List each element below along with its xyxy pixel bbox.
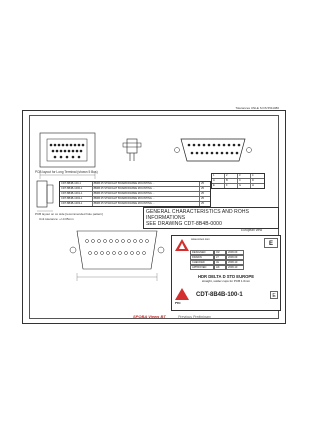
title-rev: E <box>270 291 278 299</box>
pcb-hole-pattern <box>67 225 167 285</box>
table-row: E F G H <box>213 184 254 187</box>
drawing-sheet <box>22 106 286 324</box>
table-row: 1 2 3 4 <box>212 174 264 179</box>
revision-letter: E <box>268 241 273 247</box>
general-line-1: GENERAL CHARACTERISTICS AND ROHS INFORMATIONS <box>146 209 250 221</box>
dimension-table <box>211 173 265 189</box>
connector-profile-view <box>35 177 57 217</box>
company-url: www.conec.com <box>191 238 210 241</box>
connector-side-view <box>35 125 105 185</box>
company-logo-icon <box>175 239 189 251</box>
footer-status-red: SPOBA Views BT <box>133 314 166 319</box>
rev-cell <box>264 238 278 248</box>
top-tolerance-note: Tolerances UNLE S DS 5511080 <box>235 106 279 110</box>
pei-logo-icon <box>175 288 189 302</box>
european-view-label: European view <box>241 228 263 232</box>
table-row: CDT-8B4B-1000-1 8B4B 25 STRAIGHT BOARD/FRAME MOUNTING ... 25 <box>60 187 210 192</box>
part-number-title: CDT-8B4B-100-1 <box>196 292 243 298</box>
footer-status-gray: Previous Preliminary <box>178 315 211 319</box>
table-row: CDT-8B4B-1003-1 8B4B 25 STRAIGHT BOARD/FRAME MOUNTING ... 25 <box>61 202 204 205</box>
pcb-unit-note: Unit tolerance: +/-0.05mm <box>39 217 74 221</box>
connector-front-view <box>173 131 253 169</box>
title-block: www.conec.com E HDR DELTA D STD EUROPE straight, solder cups for PCB 1.6mm PEI CDT-8B4B-100-1 E DESIGNED OZ 2006.09 DRAWN LT 2006.09 CHECKED JH 2006.10 APPROVED HK 2006.10 <box>171 235 281 311</box>
title-line-1: HDR DELTA D STD EUROPE <box>198 274 254 279</box>
general-line-2: SEE DRAWING CDT-8B4B-0000 <box>146 221 222 227</box>
part-number-table <box>59 181 211 207</box>
assembly-note: PCB layout for Long Terminal (shown 5 Bus) <box>35 170 98 174</box>
table-row: A B C D <box>212 179 264 184</box>
title-line-2: straight, solder cups for PCB 1.6mm <box>201 279 251 283</box>
table-row: CDT-8B4B-1002-1 8B4B 25 STRAIGHT BOARD/FRAME MOUNTING ... 25 <box>60 197 210 202</box>
general-characteristics-box <box>143 207 279 229</box>
connector-end-view <box>121 135 145 165</box>
table-row: CDT-8B4B-100-1 8B4B 25 STRAIGHT BOARD/FRAME MOUNTING ... 25 <box>60 182 210 187</box>
brand-name: PEI <box>175 302 181 305</box>
table-row: CDT-8B4B-1001-1 8B4B 25 STRAIGHT BOARD/FRAME MOUNTING ... 25 <box>60 192 210 197</box>
pcb-layout-note: PCB layout on co side [recommended hole pattern] <box>35 212 103 216</box>
